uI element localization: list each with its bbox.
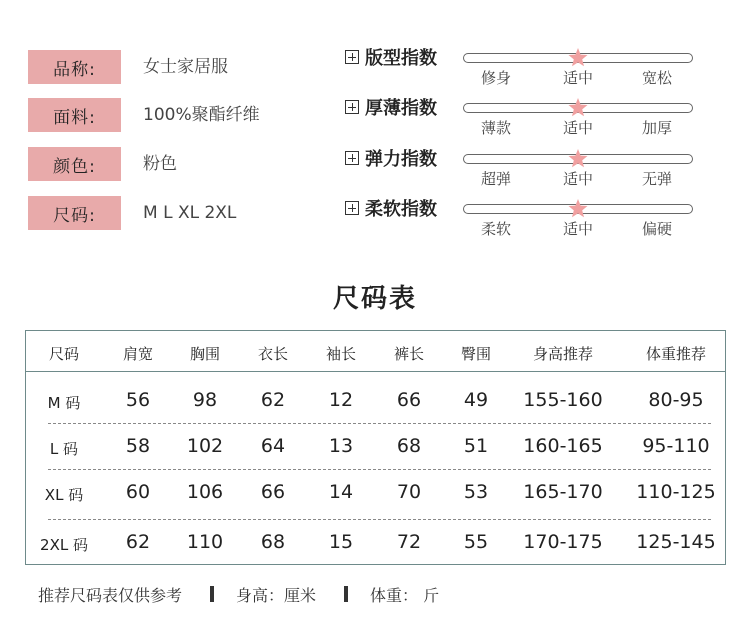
attr-value-fabric: 100%聚酯纤维	[143, 105, 260, 125]
table-cell: 68	[260, 531, 286, 553]
table-cell: 51	[463, 435, 489, 457]
index-slider-track	[463, 154, 693, 164]
table-header-cell: 身高推荐	[532, 345, 594, 363]
table-cell: 110-125	[636, 481, 716, 503]
table-cell: 66	[260, 481, 286, 503]
table-cell: 170-175	[523, 531, 603, 553]
footer-separator	[344, 586, 348, 602]
attr-value-name: 女士家居服	[143, 57, 228, 77]
table-cell: 56	[125, 389, 151, 411]
table-cell: 15	[328, 531, 354, 553]
table-header-cell: 臀围	[460, 345, 492, 363]
table-cell: 64	[260, 435, 286, 457]
table-cell: 49	[463, 389, 489, 411]
table-cell: 12	[328, 389, 354, 411]
table-size-cell: XL 码	[44, 486, 84, 504]
table-size-cell: L 码	[49, 440, 79, 458]
table-cell: 60	[125, 481, 151, 503]
table-cell: 62	[260, 389, 286, 411]
table-cell: 155-160	[523, 389, 603, 411]
plus-box-icon	[345, 100, 359, 114]
attr-label-color: 颜色:	[28, 147, 121, 181]
index-slider-track	[463, 204, 693, 214]
table-size-cell: M 码	[47, 394, 81, 412]
index-title-text: 弹力指数	[365, 149, 437, 170]
index-scale-right: 加厚	[641, 119, 672, 137]
index-scale-mid: 适中	[562, 170, 593, 188]
table-header-cell: 肩宽	[122, 345, 154, 363]
table-cell: 95-110	[642, 435, 710, 457]
index-scale-right: 偏硬	[641, 220, 672, 238]
table-cell: 13	[328, 435, 354, 457]
table-cell: 125-145	[636, 531, 716, 553]
table-cell: 70	[396, 481, 422, 503]
size-table-header	[26, 331, 725, 372]
footer-note	[38, 583, 439, 605]
table-cell: 165-170	[523, 481, 603, 503]
row-divider	[48, 423, 711, 424]
star-marker-icon	[567, 47, 589, 69]
size-table	[25, 330, 726, 565]
footer-separator	[210, 586, 214, 602]
star-marker-icon	[567, 198, 589, 220]
footer-height-unit: 身高：厘米	[236, 585, 317, 605]
table-cell: 110	[186, 531, 224, 553]
table-cell: 102	[186, 435, 224, 457]
plus-box-icon	[345, 201, 359, 215]
star-marker-icon	[567, 97, 589, 119]
index-slider-track	[463, 103, 693, 113]
row-divider	[48, 469, 711, 470]
index-scale-right: 宽松	[641, 69, 672, 87]
index-scale-mid: 适中	[562, 119, 593, 137]
attr-label-size: 尺码:	[28, 196, 121, 230]
index-scale-left: 超弹	[480, 170, 511, 188]
attr-value-size: M L XL 2XL	[143, 203, 237, 223]
index-title-text: 厚薄指数	[365, 98, 437, 119]
index-title-text: 柔软指数	[365, 199, 437, 220]
table-cell: 58	[125, 435, 151, 457]
index-scale-right: 无弹	[641, 170, 672, 188]
table-cell: 14	[328, 481, 354, 503]
table-header-cell: 胸围	[189, 345, 221, 363]
index-title	[345, 147, 437, 169]
index-scale-mid: 适中	[562, 220, 593, 238]
table-cell: 80-95	[648, 389, 704, 411]
attr-label-name: 品称:	[28, 50, 121, 84]
table-cell: 66	[396, 389, 422, 411]
attr-value-color: 粉色	[143, 154, 177, 174]
plus-box-icon	[345, 151, 359, 165]
table-cell: 106	[186, 481, 224, 503]
index-scale-left: 薄款	[480, 119, 511, 137]
star-marker-icon	[567, 148, 589, 170]
index-title	[345, 46, 437, 68]
size-table-title: 尺码表	[332, 284, 417, 314]
index-scale-left: 柔软	[480, 220, 511, 238]
attr-label-fabric: 面料:	[28, 98, 121, 132]
table-header-cell: 体重推荐	[645, 345, 707, 363]
index-title	[345, 197, 437, 219]
table-header-cell: 衣长	[257, 345, 289, 363]
table-cell: 160-165	[523, 435, 603, 457]
row-divider	[48, 519, 711, 520]
index-title	[345, 96, 437, 118]
table-cell: 68	[396, 435, 422, 457]
table-cell: 62	[125, 531, 151, 553]
table-cell: 55	[463, 531, 489, 553]
index-slider-track	[463, 53, 693, 63]
table-header-cell: 袖长	[325, 345, 357, 363]
index-title-text: 版型指数	[365, 48, 437, 69]
table-cell: 72	[396, 531, 422, 553]
index-scale-left: 修身	[480, 69, 511, 87]
footer-weight-unit: 体重： 斤	[370, 585, 440, 605]
index-scale-mid: 适中	[562, 69, 593, 87]
table-cell: 98	[192, 389, 218, 411]
table-header-cell: 尺码	[48, 345, 80, 363]
table-header-cell: 裤长	[393, 345, 425, 363]
table-cell: 53	[463, 481, 489, 503]
footer-reference-text: 推荐尺码表仅供参考	[38, 585, 183, 605]
table-size-cell: 2XL 码	[40, 536, 88, 554]
plus-box-icon	[345, 50, 359, 64]
